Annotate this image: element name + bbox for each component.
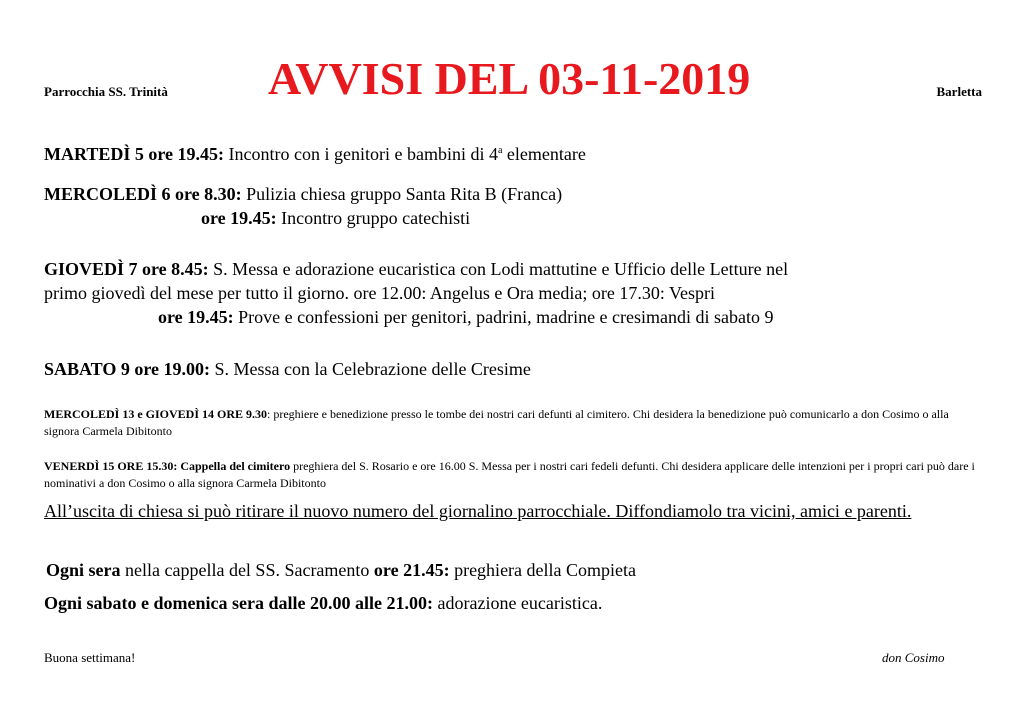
notice-text: S. Messa con la Celebrazione delle Cresime [210, 359, 531, 379]
notice-wednesday [44, 183, 562, 205]
weekend-label: Ogni sabato e domenica sera dalle 20.00 alle 21.00: [44, 593, 433, 613]
evening-time: ore 21.45: [373, 560, 450, 580]
evening-prayer [46, 559, 636, 581]
city-name: Barletta [936, 84, 982, 99]
footer-greeting: Buona settimana! [44, 650, 136, 665]
newsletter-notice: All’uscita di chiesa si può ritirare il nuovo numero del giornalino parrocchiale. Diffondiamolo tra vicini, amici e parenti. [44, 501, 912, 521]
notice-day: SABATO 9 ore 19.00: [44, 359, 211, 379]
notice-day: MERCOLEDÌ 13 e GIOVEDÌ 14 ORE 9.30 [44, 407, 268, 421]
small-notice-cemetery-blessing [44, 406, 984, 440]
notice-wednesday-2 [201, 207, 470, 229]
evening-text: nella cappella del SS. Sacramento [120, 560, 374, 580]
notice-text: primo giovedì del mese per tutto il giorno. ore 12.00: Angelus e Ora media; ore 17.30: Vespri [44, 283, 716, 303]
notice-time: ore 19.45: [201, 208, 277, 228]
notice-text: Prove e confessioni per genitori, padrini, madrine e cresimandi di sabato 9 [233, 307, 774, 327]
notice-day: MARTEDÌ 5 ore 19.45: [44, 144, 225, 164]
notice-text: elementare [502, 144, 586, 164]
footer-signature: don Cosimo [882, 650, 945, 665]
notice-text: Pulizia chiesa gruppo Santa Rita B (Franca) [241, 184, 563, 204]
notice-day: VENERDÌ 15 ORE 15.30: Cappella del cimitero [44, 459, 291, 473]
notice-thursday-2 [44, 282, 715, 304]
notice-text: Incontro gruppo catechisti [276, 208, 471, 228]
notice-text: Incontro con i genitori e bambini di 4 [224, 144, 498, 164]
parish-name: Parrocchia SS. Trinità [44, 84, 168, 99]
evening-label: Ogni sera [46, 560, 121, 580]
notice-day: MERCOLEDÌ 6 ore 8.30: [44, 184, 242, 204]
notice-time: ore 19.45: [158, 307, 234, 327]
notice-thursday [44, 258, 788, 280]
notice-thursday-3 [158, 306, 774, 328]
notice-text: S. Messa e adorazione eucaristica con Lodi mattutine e Ufficio delle Letture nel [208, 259, 789, 279]
notice-text: preghiera del S. Rosario e ore 16.00 S. Messa per i nostri cari fedeli defunti. Chi desidera applicare delle intenzioni per i propri cari può dare i nominativi a don Cosimo o alla signora Carmela Dibitonto [44, 459, 975, 490]
weekend-text: adorazione eucaristica. [432, 593, 603, 613]
notice-text: : preghiere e benedizione presso le tombe dei nostri cari defunti al cimitero. Chi desidera la benedizione può comunicarlo a don Cosimo o alla signora Carmela Dibitonto [44, 407, 949, 438]
notice-saturday [44, 358, 531, 380]
evening-text: preghiera della Compieta [449, 560, 637, 580]
page-title: AVVISI DEL 03-11-2019 [268, 53, 751, 104]
notice-day: GIOVEDÌ 7 ore 8.45: [44, 259, 209, 279]
weekend-adoration [44, 592, 602, 614]
small-notice-friday [44, 458, 984, 492]
notice-tuesday [44, 143, 586, 165]
notice-sup: a [497, 145, 503, 156]
